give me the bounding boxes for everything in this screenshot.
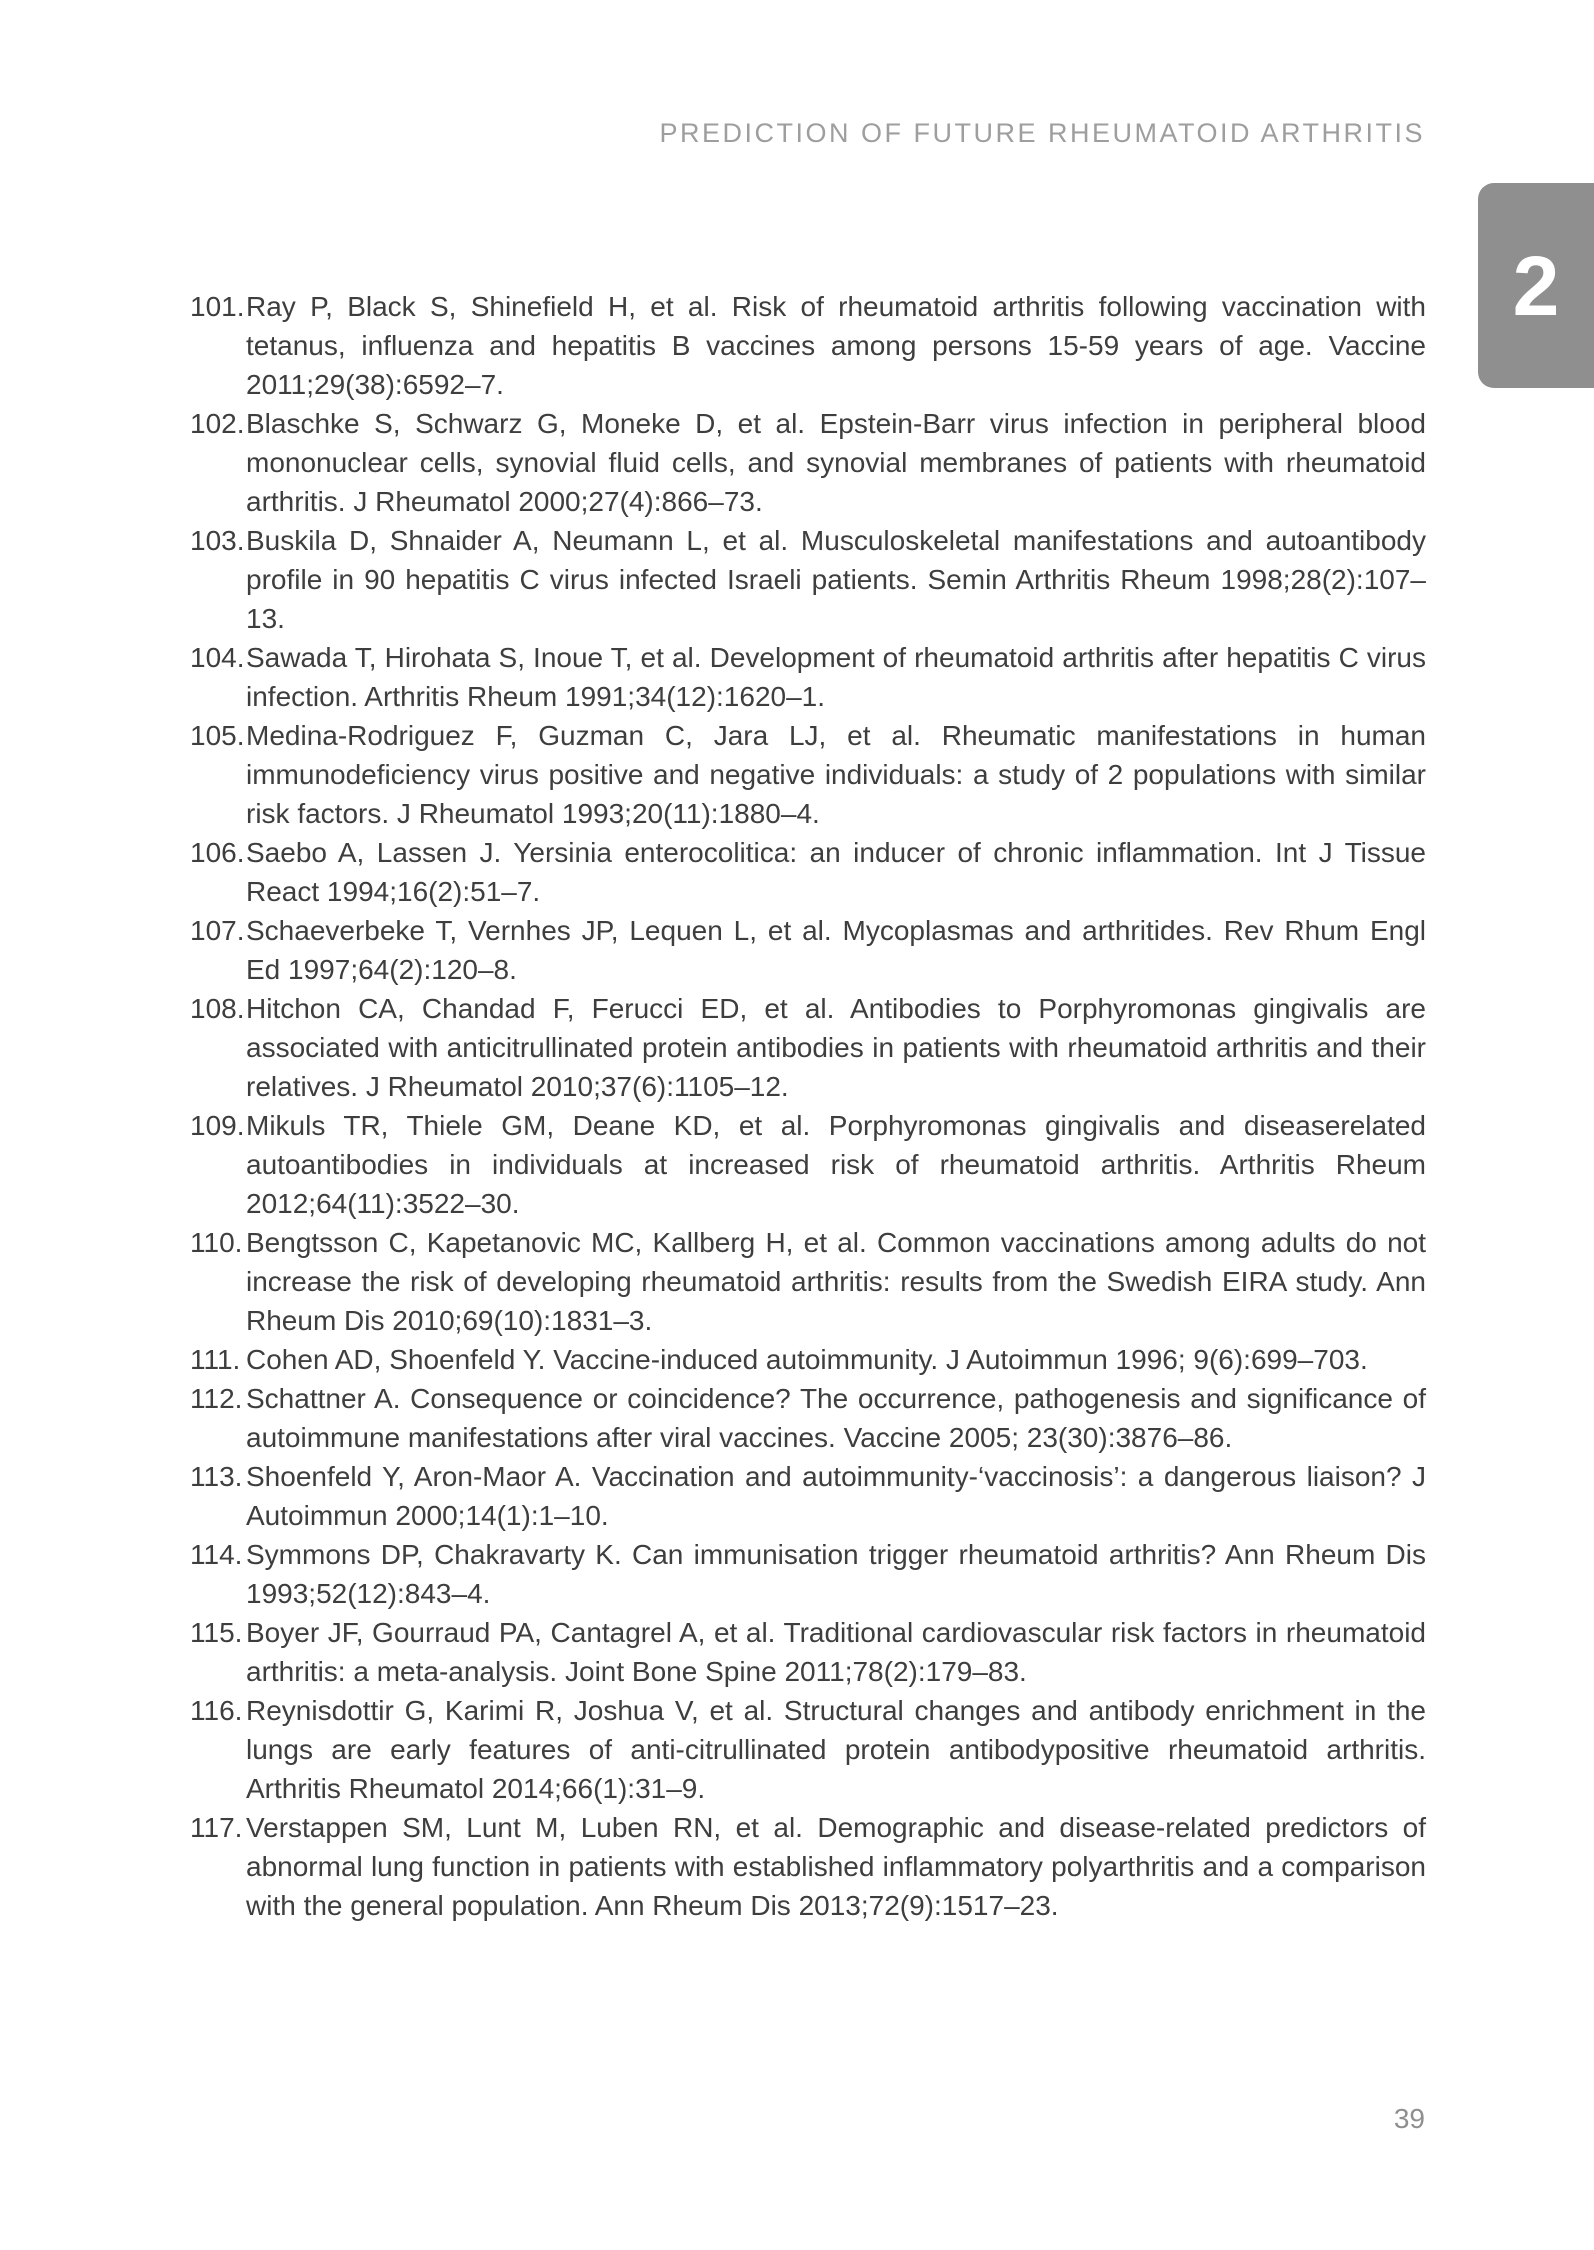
reference-number: 115. (190, 1617, 243, 1648)
reference-item (190, 1106, 1426, 1223)
reference-number: 103. (190, 525, 245, 556)
reference-text: Blaschke S, Schwarz G, Moneke D, et al. Epstein-Barr virus infection in peripheral blood mononuclear cells, synovial fluid cells, and synovial membranes of patients with rheumatoid arthritis. J Rheumatol 2000;27(4):866–73. (246, 408, 1426, 517)
reference-text: Schaeverbeke T, Vernhes JP, Lequen L, et al. Mycoplasmas and arthritides. Rev Rhum Engl Ed 1997;64(2):120–8. (246, 915, 1426, 985)
reference-item (190, 1379, 1426, 1457)
chapter-number: 2 (1512, 238, 1560, 333)
reference-text: Cohen AD, Shoenfeld Y. Vaccine-induced autoimmunity. J Autoimmun 1996; 9(6):699–703. (246, 1344, 1368, 1375)
reference-item (190, 1691, 1426, 1808)
reference-item (190, 1457, 1426, 1535)
reference-number: 107. (190, 915, 245, 946)
chapter-tab (1478, 183, 1594, 388)
reference-number: 104. (190, 642, 245, 673)
reference-list (190, 287, 1426, 1925)
reference-item (190, 911, 1426, 989)
reference-item (190, 521, 1426, 638)
reference-number: 109. (190, 1110, 245, 1141)
reference-number: 108. (190, 993, 245, 1024)
reference-text: Symmons DP, Chakravarty K. Can immunisation trigger rheumatoid arthritis? Ann Rheum Dis 1993;52(12):843–4. (246, 1539, 1426, 1609)
reference-item (190, 1223, 1426, 1340)
reference-number: 101. (190, 291, 245, 322)
reference-text: Saebo A, Lassen J. Yersinia enterocolitica: an inducer of chronic inflammation. Int J Tissue React 1994;16(2):51–7. (246, 837, 1426, 907)
reference-item (190, 833, 1426, 911)
reference-number: 102. (190, 408, 245, 439)
reference-number: 113. (190, 1461, 243, 1492)
reference-number: 105. (190, 720, 245, 751)
reference-number: 106. (190, 837, 245, 868)
reference-text: Schattner A. Consequence or coincidence? The occurrence, pathogenesis and significance of autoimmune manifestations after viral vaccines. Vaccine 2005; 23(30):3876–86. (246, 1383, 1426, 1453)
page-number: 39 (1393, 2103, 1425, 2134)
reference-text: Mikuls TR, Thiele GM, Deane KD, et al. Porphyromonas gingivalis and diseaserelated autoantibodies in individuals at increased risk of rheumatoid arthritis. Arthritis Rheum 2012;64(11):3522–30. (246, 1110, 1426, 1219)
reference-number: 112. (190, 1383, 243, 1414)
reference-number: 110. (190, 1227, 243, 1258)
reference-text: Buskila D, Shnaider A, Neumann L, et al. Musculoskeletal manifestations and autoantibody profile in 90 hepatitis C virus infected Israeli patients. Semin Arthritis Rheum 1998;28(2):107–13. (246, 525, 1426, 634)
reference-text: Verstappen SM, Lunt M, Luben RN, et al. Demographic and disease-related predictors of abnormal lung function in patients with established inflammatory polyarthritis and a comparison with the general population. Ann Rheum Dis 2013;72(9):1517–23. (246, 1812, 1426, 1921)
reference-text: Boyer JF, Gourraud PA, Cantagrel A, et al. Traditional cardiovascular risk factors in rheumatoid arthritis: a meta-analysis. Joint Bone Spine 2011;78(2):179–83. (246, 1617, 1426, 1687)
reference-number: 114. (190, 1539, 243, 1570)
reference-item (190, 638, 1426, 716)
reference-item (190, 1340, 1426, 1379)
reference-text: Bengtsson C, Kapetanovic MC, Kallberg H, et al. Common vaccinations among adults do not increase the risk of developing rheumatoid arthritis: results from the Swedish EIRA study. Ann Rheum Dis 2010;69(10):1831–3. (246, 1227, 1426, 1336)
reference-item (190, 287, 1426, 404)
reference-item (190, 1613, 1426, 1691)
reference-number: 117. (190, 1812, 243, 1843)
reference-item (190, 989, 1426, 1106)
reference-item (190, 1808, 1426, 1925)
running-header: PREDICTION OF FUTURE RHEUMATOID ARTHRITIS (659, 118, 1425, 148)
reference-text: Shoenfeld Y, Aron-Maor A. Vaccination and autoimmunity-‘vaccinosis’: a dangerous liaison? J Autoimmun 2000;14(1):1–10. (246, 1461, 1426, 1531)
reference-item (190, 716, 1426, 833)
reference-text: Medina-Rodriguez F, Guzman C, Jara LJ, et al. Rheumatic manifestations in human immunodeficiency virus positive and negative individuals: a study of 2 populations with similar risk factors. J Rheumatol 1993;20(11):1880–4. (246, 720, 1426, 829)
reference-item (190, 1535, 1426, 1613)
reference-text: Sawada T, Hirohata S, Inoue T, et al. Development of rheumatoid arthritis after hepatitis C virus infection. Arthritis Rheum 1991;34(12):1620–1. (246, 642, 1426, 712)
reference-text: Reynisdottir G, Karimi R, Joshua V, et al. Structural changes and antibody enrichment in the lungs are early features of anti-citrullinated protein antibodypositive rheumatoid arthritis. Arthritis Rheumatol 2014;66(1):31–9. (246, 1695, 1426, 1804)
reference-text: Hitchon CA, Chandad F, Ferucci ED, et al. Antibodies to Porphyromonas gingivalis are associated with anticitrullinated protein antibodies in patients with rheumatoid arthritis and their relatives. J Rheumatol 2010;37(6):1105–12. (246, 993, 1426, 1102)
reference-number: 111. (190, 1344, 241, 1375)
reference-number: 116. (190, 1695, 243, 1726)
reference-item (190, 404, 1426, 521)
reference-text: Ray P, Black S, Shinefield H, et al. Risk of rheumatoid arthritis following vaccination with tetanus, influenza and hepatitis B vaccines among persons 15-59 years of age. Vaccine 2011;29(38):6592–7. (246, 291, 1426, 400)
